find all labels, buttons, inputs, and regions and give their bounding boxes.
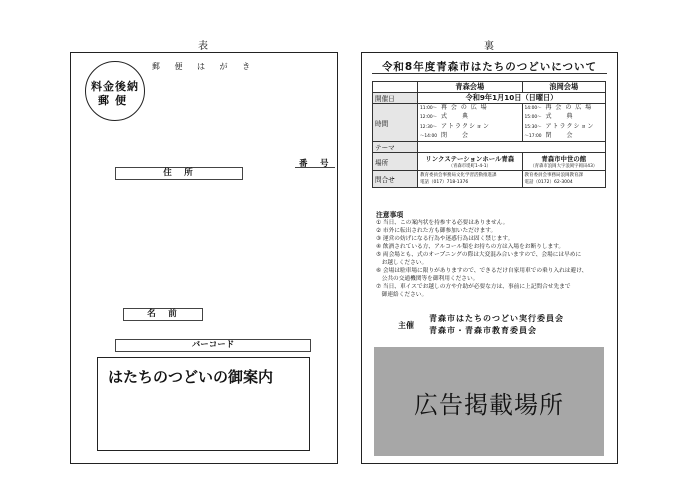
postcard-back: [361, 52, 618, 464]
note-item: ⑥ 会場は駐車場に限りがありますので、できるだけ自家用車での乗り入れは避け、: [376, 268, 588, 274]
schedule-item: 15:00～ 式 典: [524, 113, 574, 121]
event-date: 令和9年1月10日（日曜日）: [418, 93, 606, 104]
number-underline: [295, 167, 335, 168]
schedule-item: ～14:00 閉 会: [420, 131, 470, 139]
place-namioka: [522, 153, 605, 171]
schedule-item: 14:00～ 再 会 の 広 場: [524, 104, 593, 111]
venue-name: リンクステーションホール青森: [425, 155, 515, 164]
theme-row-label: テーマ: [373, 142, 418, 153]
venue-address: （青森市堤町1-4-1）: [448, 164, 491, 170]
address-label-box: [115, 167, 243, 180]
place-row-label: 場所: [373, 153, 418, 171]
main-message: はたちのつどいの御案内: [108, 368, 274, 386]
contact-office: 教育委員会事務局文化学習活動推進課: [420, 173, 497, 179]
table-row: [373, 142, 606, 153]
title-rule: [372, 73, 607, 74]
barcode-box: [115, 339, 311, 352]
main-message-box: [97, 357, 310, 451]
postcard-heading: 郵 便 は が き: [151, 62, 257, 71]
name-label: 名 前: [147, 309, 179, 319]
contact-namioka: [522, 171, 605, 188]
table-row: [373, 82, 606, 93]
time-row-label: 時間: [373, 104, 418, 142]
venue-header-aomori: 青森会場: [418, 82, 523, 93]
postcard-front: [70, 52, 338, 464]
theme-cell: [418, 142, 606, 153]
ad-space-label: 広告掲載場所: [414, 391, 564, 419]
table-row: [373, 171, 606, 188]
date-row-label: 開催日: [373, 93, 418, 104]
postage-paid-stamp: [85, 61, 145, 121]
table-row: [373, 93, 606, 104]
note-item: ⑦ 当日、車イスでお越しの方や介助が必要な方は、事前に上記問合せ先まで: [376, 284, 571, 290]
note-item: 公共の交通機関等を御利用ください。: [376, 276, 479, 282]
schedule-item: 12:00～ 式 典: [420, 113, 470, 121]
ad-space: [374, 347, 604, 456]
schedule-item: 12:30～ アトラクション: [420, 122, 490, 130]
venue-header-namioka: 浪岡会場: [522, 82, 605, 93]
contact-aomori: [418, 171, 523, 188]
venue-name: 青森市中世の館: [541, 155, 587, 164]
organizer-line: 青森市・青森市教育委員会: [429, 326, 537, 335]
venue-address: （青森市浪岡大字浪岡字岡田43）: [530, 164, 598, 170]
note-item: ④ 飲酒されている方、アルコール類をお持ちの方は入場をお断りします。: [376, 244, 565, 250]
address-label: 住 所: [163, 168, 195, 178]
note-item: お越しください。: [376, 260, 428, 266]
table-row: [373, 153, 606, 171]
schedule-table: [372, 81, 606, 188]
contact-row-label: 問合せ: [373, 171, 418, 188]
contact-office: 教育委員会事務局浪岡教育課: [524, 173, 584, 179]
name-label-box: [123, 308, 203, 321]
event-title: 令和8年度青森市はたちのつどいについて: [381, 61, 598, 73]
table-row: [373, 104, 606, 142]
note-item: ⑤ 両会場とも、式のオープニングの際は大変混み合いますので、会場には早めに: [376, 252, 582, 258]
stamp-line-2: 郵便: [98, 94, 132, 107]
organizer-line: 青森市はたちのつどい実行委員会: [429, 314, 564, 323]
schedule-aomori: [418, 104, 523, 142]
note-item: ① 当日、この案内状を持参する必要はありません。: [376, 220, 509, 226]
organizer-label: 主催: [398, 321, 414, 330]
note-item: 御連絡ください。: [376, 292, 428, 298]
schedule-item: 11:00～ 再 会 の 広 場: [420, 104, 488, 111]
back-side-label: 裏: [484, 41, 494, 52]
stamp-line-1: 料金後納: [91, 80, 139, 93]
note-item: ③ 運営の妨げになる行為や迷惑行為は固く禁じます。: [376, 236, 514, 242]
notes-heading: 注意事項: [376, 211, 404, 219]
schedule-item: ～17:00 閉 会: [524, 131, 574, 139]
barcode-label: バーコード: [191, 340, 235, 350]
schedule-namioka: [522, 104, 605, 142]
number-label: 番 号: [299, 159, 331, 169]
contact-phone: 電話（017）718-1376: [420, 180, 469, 186]
schedule-item: 15:30～ アトラクション: [524, 122, 595, 130]
front-side-label: 表: [198, 41, 208, 52]
place-aomori: [418, 153, 523, 171]
note-item: ② 市外に転出された方も御参加いただけます。: [376, 228, 497, 234]
blank-cell: [373, 82, 418, 93]
contact-phone: 電話（0172）62-3004: [524, 180, 573, 186]
